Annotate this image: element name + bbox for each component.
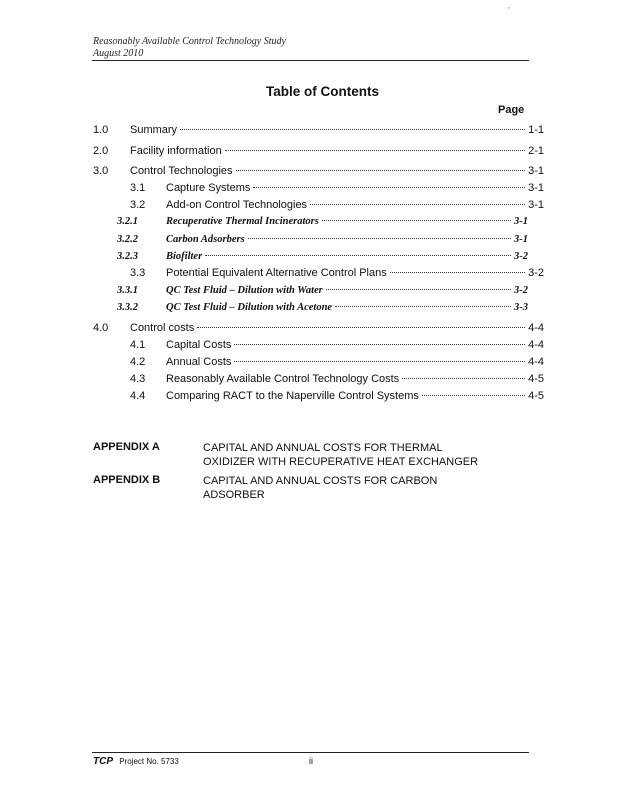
toc-entry[interactable]	[117, 251, 528, 262]
dot-leader	[322, 220, 511, 221]
toc-entry-number: 4.4	[130, 390, 146, 402]
appendix-code: APPENDIX B	[93, 474, 161, 486]
toc-entry-number: 3.2.3	[117, 251, 138, 262]
appendix-code: APPENDIX A	[93, 441, 160, 453]
dot-leader	[234, 344, 525, 345]
toc-entry[interactable]	[93, 322, 544, 334]
toc-entry[interactable]	[130, 199, 544, 211]
toc-entry[interactable]	[130, 267, 544, 279]
dot-leader	[225, 150, 525, 151]
toc-entry[interactable]	[93, 165, 544, 177]
toc-entry-label: QC Test Fluid – Dilution with Acetone	[166, 302, 333, 313]
dot-leader	[402, 378, 525, 379]
appendix-title-line: OXIDIZER WITH RECUPERATIVE HEAT EXCHANGER	[203, 456, 479, 468]
toc-entry-label: Summary	[130, 124, 178, 136]
toc-entry-number: 4.3	[130, 373, 146, 385]
dot-leader	[390, 272, 525, 273]
toc-entry-page: 3-3	[514, 302, 528, 313]
toc-entry[interactable]	[117, 285, 528, 296]
footer-left	[93, 756, 179, 767]
dot-leader	[335, 306, 511, 307]
toc-entry[interactable]	[130, 373, 544, 385]
toc-entry-page: 4-4	[528, 356, 544, 368]
toc-entry[interactable]	[117, 234, 528, 245]
toc-entry-number: 3.2.1	[117, 216, 138, 227]
toc-entry-label: Annual Costs	[166, 356, 232, 368]
toc-entry-page: 4-5	[528, 373, 544, 385]
header-doc-title: Reasonably Available Control Technology Study	[93, 36, 286, 47]
toc-entry[interactable]	[93, 145, 544, 157]
toc-entry-number: 1.0	[93, 124, 109, 136]
toc-entry-number: 2.0	[93, 145, 109, 157]
appendix-title-line: CAPITAL AND ANNUAL COSTS FOR CARBON	[203, 475, 438, 487]
toc-entry-label: Facility information	[130, 145, 222, 157]
dot-leader	[197, 327, 525, 328]
toc-entry-page: 3-2	[514, 251, 528, 262]
header-date: August 2010	[93, 48, 144, 59]
toc-entry-label: Recuperative Thermal Incinerators	[166, 216, 319, 227]
toc-entry-page: 1-1	[528, 124, 544, 136]
toc-entry-number: 3.1	[130, 182, 146, 194]
toc-entry-label: Capital Costs	[166, 339, 232, 351]
dot-leader	[205, 255, 511, 256]
dot-leader	[422, 395, 525, 396]
toc-entry-label: Control costs	[130, 322, 195, 334]
toc-entry-label: Capture Systems	[166, 182, 251, 194]
toc-entry-page: 3-2	[528, 267, 544, 279]
toc-entry-number: 3.0	[93, 165, 109, 177]
toc-entry[interactable]	[93, 124, 544, 136]
toc-entry-page: 3-1	[528, 165, 544, 177]
toc-entry-label: QC Test Fluid – Dilution with Water	[166, 285, 323, 296]
toc-entry-page: 4-4	[528, 322, 544, 334]
footer-company: TCP	[93, 756, 113, 767]
toc-entry-label: Comparing RACT to the Naperville Control Systems	[166, 390, 419, 402]
toc-entry-number: 4.0	[93, 322, 109, 334]
toc-entry-label: Control Technologies	[130, 165, 233, 177]
toc-entry-page: 4-4	[528, 339, 544, 351]
footer-rule	[92, 752, 529, 753]
dot-leader	[326, 289, 511, 290]
page-column-label: Page	[498, 104, 525, 116]
header-rule	[92, 60, 529, 61]
toc-entry-label: Potential Equivalent Alternative Control Plans	[166, 267, 387, 279]
footer-page-number: ii	[309, 756, 313, 766]
dot-leader	[180, 129, 525, 130]
toc-entry-number: 3.2	[130, 199, 146, 211]
toc-entry-label: Reasonably Available Control Technology Costs	[166, 373, 400, 385]
toc-entry-label: Biofilter	[166, 251, 203, 262]
dot-leader	[234, 361, 525, 362]
toc-entry-number: 4.2	[130, 356, 146, 368]
toc-entry[interactable]	[117, 302, 528, 313]
toc-entry-number: 3.3.2	[117, 302, 138, 313]
toc-entry-page: 3-1	[528, 182, 544, 194]
toc-entry[interactable]	[130, 339, 544, 351]
dot-leader	[248, 238, 511, 239]
footer-project: Project No. 5733	[119, 757, 179, 766]
toc-entry-page: 3-1	[528, 199, 544, 211]
toc-entry-page: 3-1	[514, 234, 528, 245]
toc-entry-page: 4-5	[528, 390, 544, 402]
dot-leader	[236, 170, 526, 171]
appendix-title-line: CAPITAL AND ANNUAL COSTS FOR THERMAL	[203, 442, 443, 454]
toc-entry-number: 3.3.1	[117, 285, 138, 296]
toc-entry[interactable]	[130, 356, 544, 368]
toc-entry-number: 3.2.2	[117, 234, 138, 245]
appendix-title-line: ADSORBER	[203, 489, 265, 501]
toc-entry-page: 3-1	[514, 216, 528, 227]
toc-entry-page: 2-1	[528, 145, 544, 157]
toc-entry-label: Add-on Control Technologies	[166, 199, 308, 211]
toc-entry[interactable]	[130, 390, 544, 402]
toc-entry-label: Carbon Adsorbers	[166, 234, 245, 245]
toc-entry[interactable]	[130, 182, 544, 194]
scan-mark: '	[508, 6, 510, 15]
toc-entry-number: 4.1	[130, 339, 146, 351]
toc-entry[interactable]	[117, 216, 528, 227]
dot-leader	[310, 204, 525, 205]
toc-entry-page: 3-2	[514, 285, 528, 296]
toc-entry-number: 3.3	[130, 267, 146, 279]
dot-leader	[253, 187, 525, 188]
toc-title: Table of Contents	[266, 84, 379, 99]
